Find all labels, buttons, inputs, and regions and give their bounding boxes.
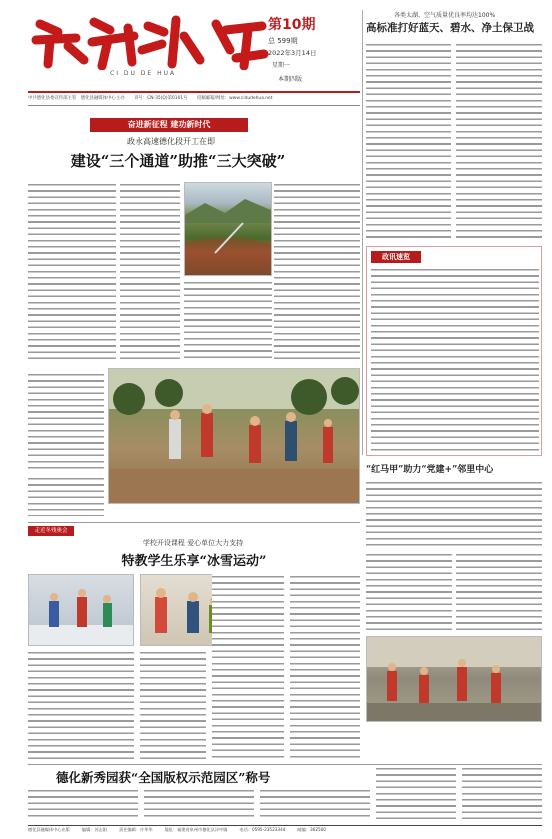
right-mid-photo-art — [367, 637, 542, 722]
main-body-col3 — [274, 182, 360, 362]
bottom-body-col5 — [462, 766, 542, 820]
feature-tag-text: 走近冬残奥会 — [34, 528, 68, 534]
sponsor-text: 中共德化县委宣传部主管 德化县融媒体中心主办 — [28, 96, 125, 101]
feature-photo-skating-art — [29, 575, 134, 646]
issue-block — [268, 14, 358, 83]
column-divider-right — [362, 10, 363, 455]
top-right-headline: 高标准打好蓝天、碧水、净土保卫战 — [366, 22, 534, 34]
feature-body-col1 — [28, 650, 134, 762]
main-story — [28, 110, 360, 518]
masthead-info-bar — [28, 95, 360, 103]
right-mid-article — [366, 462, 542, 722]
masthead-logo — [30, 10, 270, 70]
right-mid-col1 — [366, 552, 452, 632]
main-photo-workers-art — [109, 369, 360, 504]
footer-item: 邮编：362500 — [297, 827, 326, 832]
masthead-logo-art — [30, 10, 270, 70]
main-photo-landscape — [184, 182, 272, 276]
main-banner — [90, 118, 248, 132]
feature-tag — [28, 526, 74, 536]
feature-headline: 特教学生乐享“冰雪运动” — [121, 554, 267, 569]
feature-body-col2 — [140, 650, 206, 762]
footer-item: 地址：福建省泉州市德化县浔中镇 — [164, 827, 228, 832]
edition-count: 本期四版 — [278, 76, 303, 83]
top-right-body-col2 — [456, 42, 542, 240]
main-body-col4 — [184, 280, 272, 362]
total-issue: 总 599期 — [268, 37, 298, 45]
masthead-rule-2 — [28, 105, 360, 106]
feature-top-rule — [28, 522, 360, 523]
notes-box-body — [371, 267, 539, 453]
footer-item: 电话：0595-23523344 — [239, 827, 286, 832]
feature-body-col4 — [290, 574, 360, 762]
masthead-rule — [28, 91, 360, 93]
footer-item: 德化县融媒体中心出版 — [28, 827, 70, 832]
bottom-article — [28, 766, 542, 822]
issue-number: 第10期 — [268, 17, 316, 33]
top-right-kicker: 各类太湖、空气质量优良率均达100% — [394, 12, 496, 19]
top-right-article — [366, 10, 542, 242]
bottom-headline: 德化新秀园获“全国版权示范园区”称号 — [56, 770, 271, 785]
main-photo-landscape-art — [185, 183, 272, 276]
issue-date: 2022年3月14日 — [268, 49, 317, 57]
bottom-body-col3 — [260, 788, 370, 820]
main-body-lower-col1 — [28, 372, 104, 472]
weekday: 星期一 — [272, 62, 291, 69]
feature-article — [28, 524, 360, 762]
masthead-pinyin: CI DU DE HUA — [110, 70, 177, 77]
top-right-body-col1 — [366, 42, 451, 240]
main-photo-workers — [108, 368, 360, 504]
footer — [28, 827, 542, 836]
main-body-col1 — [28, 182, 116, 362]
notes-box — [366, 246, 542, 456]
main-subhead: 政永高速德化段开工在即 — [127, 137, 215, 146]
feature-photo-skating — [28, 574, 134, 646]
right-mid-col2 — [456, 552, 542, 632]
feature-kicker: 学校开设课程 爱心单位大力支持 — [142, 539, 244, 547]
main-headline: 建设“三个通道”助推“三大突破” — [70, 152, 286, 170]
bottom-body-col4 — [376, 766, 456, 820]
right-mid-photo — [366, 636, 542, 722]
main-banner-text: 奋进新征程 建功新时代 — [127, 120, 211, 129]
bottom-top-rule — [28, 764, 542, 765]
notes-box-title-text: 政讯速览 — [382, 253, 410, 261]
main-body-lower-col2 — [28, 476, 104, 516]
right-mid-body — [366, 480, 542, 548]
feature-body-col3 — [212, 574, 284, 762]
bottom-body-col2 — [144, 788, 254, 820]
footer-item: 责任编辑：许华华 — [119, 827, 153, 832]
footer-item: 编辑：苏志阳 — [81, 827, 108, 832]
website-text: 投稿邮箱/网址：www.cidudehua.net — [196, 96, 273, 101]
main-body-col2 — [120, 182, 180, 362]
footer-rule — [28, 825, 542, 826]
cn-text: 刊号：CN-35(Q)第0101号 — [134, 96, 188, 101]
right-mid-headline: “红马甲”助力“党建+”邻里中心 — [366, 465, 494, 475]
notes-box-title — [371, 251, 421, 263]
bottom-body-col1 — [28, 788, 138, 820]
